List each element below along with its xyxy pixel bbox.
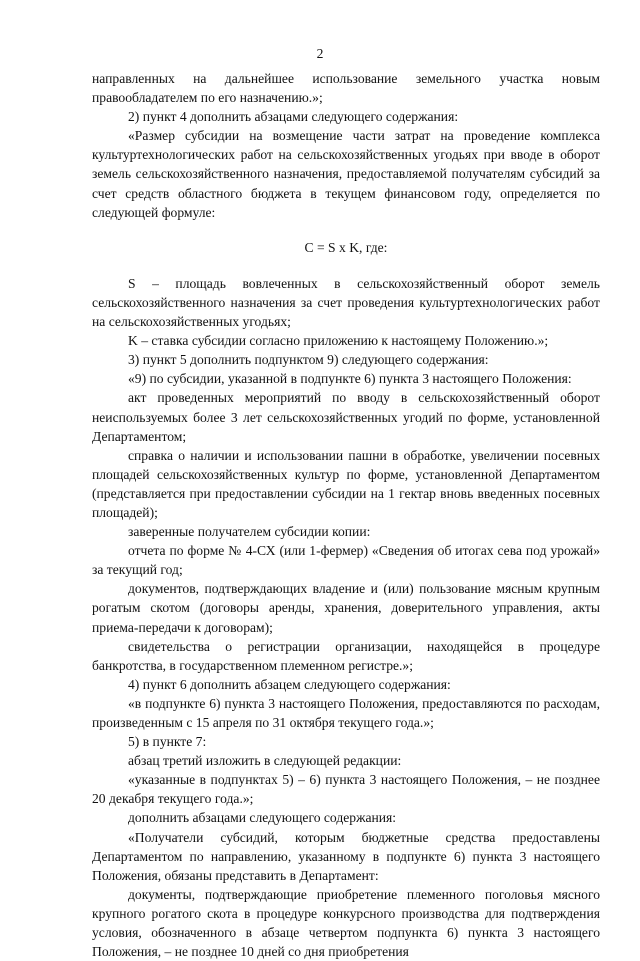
paragraph: «Получатели субсидий, которым бюджетные средства предоставлены Департаментом по направлению, указанному в подпункте 6) пункта 3 настоящего Положения, обязаны представить в Департамент: — [92, 829, 600, 883]
paragraph: 2) пункт 4 дополнить абзацами следующего содержания: — [128, 109, 459, 125]
paragraph: акт проведенных мероприятий по вводу в сельскохозяйственный оборот неиспользуемых более 3 лет сельскохозяйственных угодий по форме, установленной Департаментом; — [92, 390, 600, 444]
paragraph: S – площадь вовлеченных в сельскохозяйственный оборот земель сельскохозяйственного назначения за счет проведения культуртехнологических работ на сельскохозяйственных угодьях; — [92, 275, 600, 330]
paragraph: дополнить абзацами следующего содержания: — [128, 810, 397, 826]
page-number: 2 — [316, 46, 324, 61]
paragraph: документов, подтверждающих владение и (или) пользование мясным крупным рогатым скотом (договоры аренды, хранения, доверительного управления, акты приема-передачи к договорам); — [92, 581, 600, 635]
paragraph: K – ставка субсидии согласно приложению к настоящему Положению.»; — [128, 333, 549, 349]
paragraphs-before-formula — [92, 69, 600, 222]
paragraph: свидетельства о регистрации организации, находящейся в процедуре банкротства, в государственном племенном регистре.»; — [92, 638, 600, 673]
paragraph: 4) пункт 6 дополнить абзацем следующего содержания: — [128, 676, 451, 692]
paragraph: отчета по форме № 4-СХ (или 1-фермер) «Сведения об итогах сева под урожай» за текущий год; — [92, 543, 600, 578]
paragraph: справка о наличии и использовании пашни в обработке, увеличении посевных площадей сельскохозяйственных культур по форме, установленной Департаментом (представляется при предоставлении субсидии на 1 гектар вновь введенных посевных площадей); — [92, 447, 600, 520]
paragraph: направленных на дальнейшее использование земельного участка новым правообладателем по его назначению.»; — [92, 71, 600, 106]
paragraph: 5) в пункте 7: — [128, 734, 207, 750]
paragraph: «указанные в подпунктах 5) – 6) пункта 3 настоящего Положения, – не позднее 20 декабря текущего года.»; — [92, 772, 600, 807]
paragraph: документы, подтверждающие приобретение племенного поголовья мясного крупного рогатого скота в процедуре конкурсного производства для подтверждения условия, обозначенного в абзаце четвертом подпункта 6) пункта 3 настоящего Положения, – не позднее 10 дней со дня приобретения — [92, 886, 600, 960]
formula: C = S x K, где: — [304, 239, 388, 255]
paragraph: абзац третий изложить в следующей редакции: — [128, 753, 402, 769]
paragraph: «9) по субсидии, указанной в подпункте 6) пункта 3 настоящего Положения: — [128, 371, 572, 387]
paragraph: заверенные получателем субсидии копии: — [128, 524, 371, 540]
paragraphs-after-formula — [92, 274, 600, 961]
paragraph: «в подпункте 6) пункта 3 настоящего Положения, предоставляются по расходам, произведенным с 15 апреля по 31 октября текущего года.»; — [92, 695, 600, 730]
paragraph: «Размер субсидии на возмещение части затрат на проведение комплекса культуртехнологических работ на сельскохозяйственных угодьях при вводе в оборот земель сельскохозяйственного назначения, предоставляемой получателям субсидий за счет средств областного бюджета в текущем финансовом году, определяется по следующей формуле: — [92, 128, 600, 220]
paragraph: 3) пункт 5 дополнить подпунктом 9) следующего содержания: — [128, 352, 489, 368]
document-body — [92, 69, 600, 961]
